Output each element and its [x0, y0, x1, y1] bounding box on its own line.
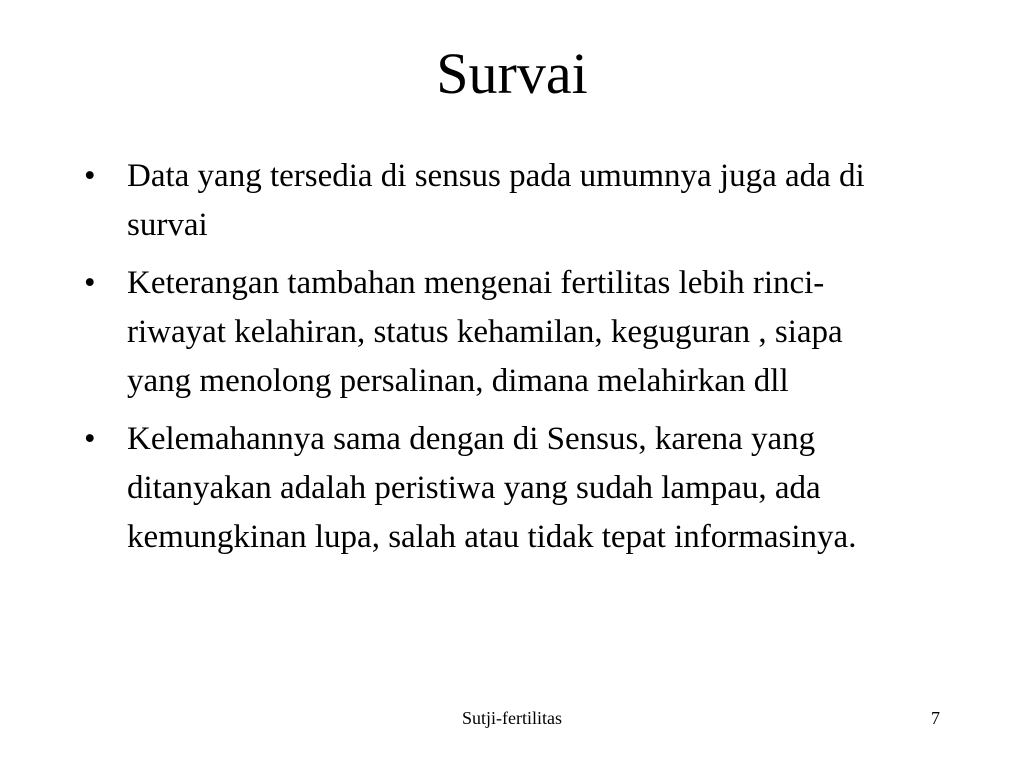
bullet-list — [84, 152, 904, 571]
slide-title: Survai — [436, 41, 588, 106]
bullet-item — [84, 259, 904, 406]
bullet-text: Kelemahannya sama dengan di Sensus, karena yang ditanyakan adalah peristiwa yang sudah lampau, ada kemungkinan lupa, salah atau tidak tepat informasinya. — [127, 421, 857, 555]
bullet-text: Keterangan tambahan mengenai fertilitas lebih rinci- riwayat kelahiran, status kehamilan, keguguran , siapa yang menolong persalinan, dimana melahirkan dll — [127, 265, 843, 399]
footer-label: Sutji-fertilitas — [462, 708, 562, 728]
bullet-item — [84, 152, 904, 250]
page-number: 7 — [931, 708, 940, 728]
bullet-text: Data yang tersedia di sensus pada umumnya juga ada di survai — [127, 158, 865, 243]
bullet-icon: • — [84, 158, 96, 194]
bullet-icon: • — [84, 421, 96, 457]
bullet-item — [84, 415, 904, 562]
bullet-icon: • — [84, 265, 96, 301]
